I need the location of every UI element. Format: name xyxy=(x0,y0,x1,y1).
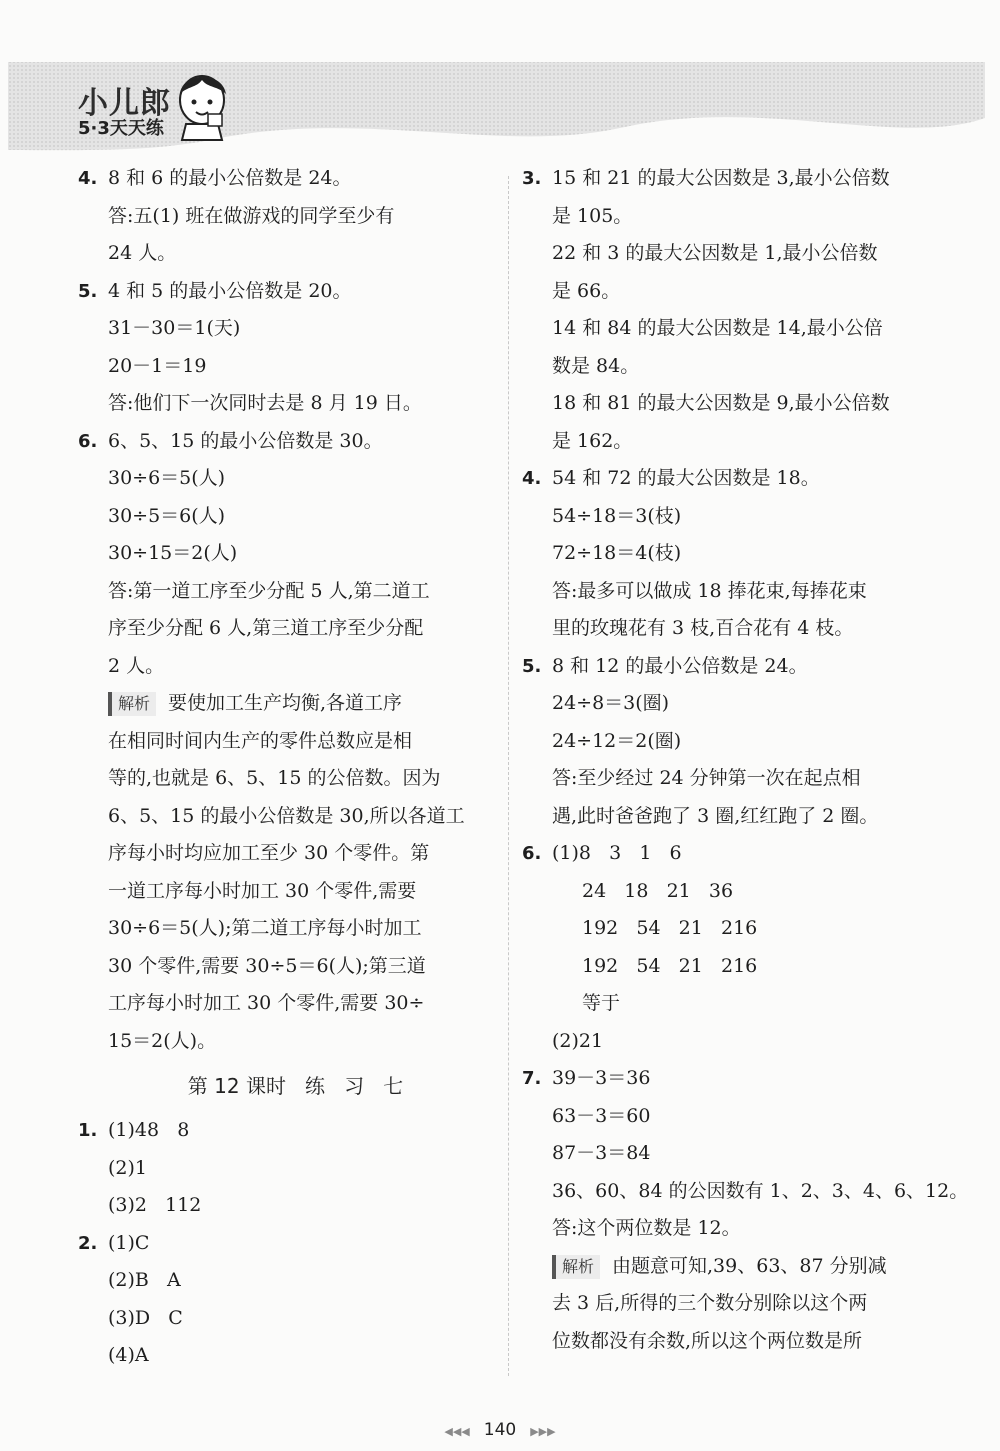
answer-line: 24 18 21 36 xyxy=(582,879,734,902)
answer-line: 20－1＝19 xyxy=(108,354,207,377)
left-column xyxy=(78,160,493,1375)
analysis-block xyxy=(522,1248,942,1361)
analysis-line: 15＝2(人)。 xyxy=(108,1029,217,1052)
question-number: 7. xyxy=(522,1068,542,1089)
lesson-heading: 第 12 课时 练 习 七 xyxy=(187,1074,404,1098)
answer-5 xyxy=(78,273,493,423)
question-number: 1. xyxy=(78,1120,98,1141)
answer-4 xyxy=(78,160,493,273)
analysis-line: 30÷6＝5(人);第二道工序每小时加工 xyxy=(108,917,422,939)
question-number: 6. xyxy=(78,430,98,452)
answer-line: 54÷18＝3(枝) xyxy=(552,504,682,527)
answer-line: (2)B A xyxy=(108,1269,181,1291)
analysis-line: 去 3 后,所得的三个数分别除以这个两 xyxy=(552,1292,868,1314)
answer-7 xyxy=(522,1060,969,1248)
answer-line: 30÷6＝5(人) xyxy=(108,467,226,489)
answer-line: (2)1 xyxy=(108,1156,148,1179)
question-number: 6. xyxy=(522,843,542,864)
answer-line: 15 和 21 的最大公因数是 3,最小公倍数 xyxy=(552,167,890,189)
answer-line: 里的玫瑰花有 3 枝,百合花有 4 枝。 xyxy=(552,617,854,639)
answer-line: 答:这个两位数是 12。 xyxy=(552,1217,741,1239)
question-number: 4. xyxy=(522,468,542,489)
analysis-line: 序每小时均应加工至少 30 个零件。第 xyxy=(108,842,430,864)
brand-subtitle: 5·3天天练 xyxy=(78,118,164,139)
answer-line: 36、60、84 的公因数有 1、2、3、4、6、12。 xyxy=(552,1179,969,1202)
analysis-block xyxy=(78,685,493,1060)
answer-line: 192 54 21 216 xyxy=(582,954,758,977)
answer-line: 答:至少经过 24 分钟第一次在起点相 xyxy=(552,767,861,789)
answer-line: 答:他们下一次同时去是 8 月 19 日。 xyxy=(108,392,422,414)
answer-4 xyxy=(522,460,942,648)
answer-line: 2 人。 xyxy=(108,654,165,677)
brand-title: 小儿郎 xyxy=(78,86,171,121)
answer-6 xyxy=(78,423,493,686)
analysis-line: 工序每小时加工 30 个零件,需要 30÷ xyxy=(108,992,425,1014)
analysis-line: 30 个零件,需要 30÷5＝6(人);第三道 xyxy=(108,954,426,977)
page-header xyxy=(0,0,1000,180)
answer-line: 30÷5＝6(人) xyxy=(108,504,226,527)
answer-1 xyxy=(78,1112,493,1225)
answer-line: 是 66。 xyxy=(552,279,621,302)
prev-arrows-icon: ◀◀◀ xyxy=(444,1425,470,1438)
question-number: 5. xyxy=(522,655,542,677)
answer-line: 31－30＝1(天) xyxy=(108,317,241,339)
column-divider xyxy=(508,176,509,1376)
mascot-boy-icon xyxy=(172,64,234,142)
answer-line: 答:五(1) 班在做游戏的同学至少有 xyxy=(108,204,395,227)
answer-line: 是 162。 xyxy=(552,429,633,452)
answer-line: 30÷15＝2(人) xyxy=(108,542,238,564)
answer-line: 数是 84。 xyxy=(552,354,640,377)
answer-line: (3)2 112 xyxy=(108,1194,202,1216)
answer-line: 24÷12＝2(圈) xyxy=(552,729,682,752)
analysis-line: 由题意可知,39、63、87 分别减 xyxy=(612,1254,887,1277)
right-column xyxy=(522,160,969,1360)
answer-line: (1)48 8 xyxy=(108,1119,190,1141)
answer-line: (1)8 3 1 6 xyxy=(552,842,682,864)
answer-line: 54 和 72 的最大公因数是 18。 xyxy=(552,467,820,489)
page-number: 140 xyxy=(483,1420,517,1440)
question-number: 2. xyxy=(78,1232,98,1254)
answer-line: 22 和 3 的最大公因数是 1,最小公倍数 xyxy=(552,242,878,264)
answer-line: 遇,此时爸爸跑了 3 圈,红红跑了 2 圈。 xyxy=(552,804,879,827)
answer-6 xyxy=(522,835,942,1060)
answer-line: 18 和 81 的最大公因数是 9,最小公倍数 xyxy=(552,392,890,414)
answer-line: 8 和 6 的最小公倍数是 24。 xyxy=(108,167,352,189)
analysis-line: 位数都没有余数,所以这个两位数是所 xyxy=(552,1329,863,1352)
answer-line: 39－3＝36 xyxy=(552,1067,651,1089)
analysis-line: 等的,也就是 6、5、15 的公倍数。因为 xyxy=(108,767,441,789)
answer-line: 24 人。 xyxy=(108,242,177,264)
answer-line: 答:最多可以做成 18 捧花束,每捧花束 xyxy=(552,579,867,602)
answer-line: 6、5、15 的最小公倍数是 30。 xyxy=(108,429,383,452)
answer-line: 8 和 12 的最小公倍数是 24。 xyxy=(552,654,808,677)
answer-line: 4 和 5 的最小公倍数是 20。 xyxy=(108,279,352,302)
answer-line: (2)21 xyxy=(552,1029,604,1052)
analysis-line: 6、5、15 的最小公倍数是 30,所以各道工 xyxy=(108,804,465,827)
answer-line: 序至少分配 6 人,第三道工序至少分配 xyxy=(108,617,424,639)
answer-line: 24÷8＝3(圈) xyxy=(552,692,670,714)
analysis-line: 一道工序每小时加工 30 个零件,需要 xyxy=(108,879,417,902)
answer-line: 等于 xyxy=(582,992,621,1014)
answer-line: 63－3＝60 xyxy=(552,1104,651,1127)
page-footer xyxy=(0,1420,1000,1440)
answer-3 xyxy=(522,160,942,460)
answer-line: (4)A xyxy=(108,1344,149,1366)
answer-2 xyxy=(78,1225,493,1375)
question-number: 4. xyxy=(78,168,98,189)
analysis-tag: 解析 xyxy=(108,692,156,716)
answer-line: 192 54 21 216 xyxy=(582,917,758,939)
answer-line: 是 105。 xyxy=(552,204,633,227)
analysis-line: 在相同时间内生产的零件总数应是相 xyxy=(108,729,413,752)
answer-5 xyxy=(522,648,942,836)
next-arrows-icon: ▶▶▶ xyxy=(530,1425,556,1438)
answer-line: (1)C xyxy=(108,1231,150,1254)
answer-line: 14 和 84 的最大公因数是 14,最小公倍 xyxy=(552,317,883,339)
question-number: 5. xyxy=(78,280,98,302)
answer-line: 87－3＝84 xyxy=(552,1142,651,1164)
answer-line: (3)D C xyxy=(108,1306,183,1329)
analysis-tag: 解析 xyxy=(552,1255,600,1279)
question-number: 3. xyxy=(522,168,542,189)
analysis-line: 要使加工生产均衡,各道工序 xyxy=(168,692,403,714)
answer-line: 72÷18＝4(枝) xyxy=(552,542,682,564)
answer-line: 答:第一道工序至少分配 5 人,第二道工 xyxy=(108,579,430,602)
